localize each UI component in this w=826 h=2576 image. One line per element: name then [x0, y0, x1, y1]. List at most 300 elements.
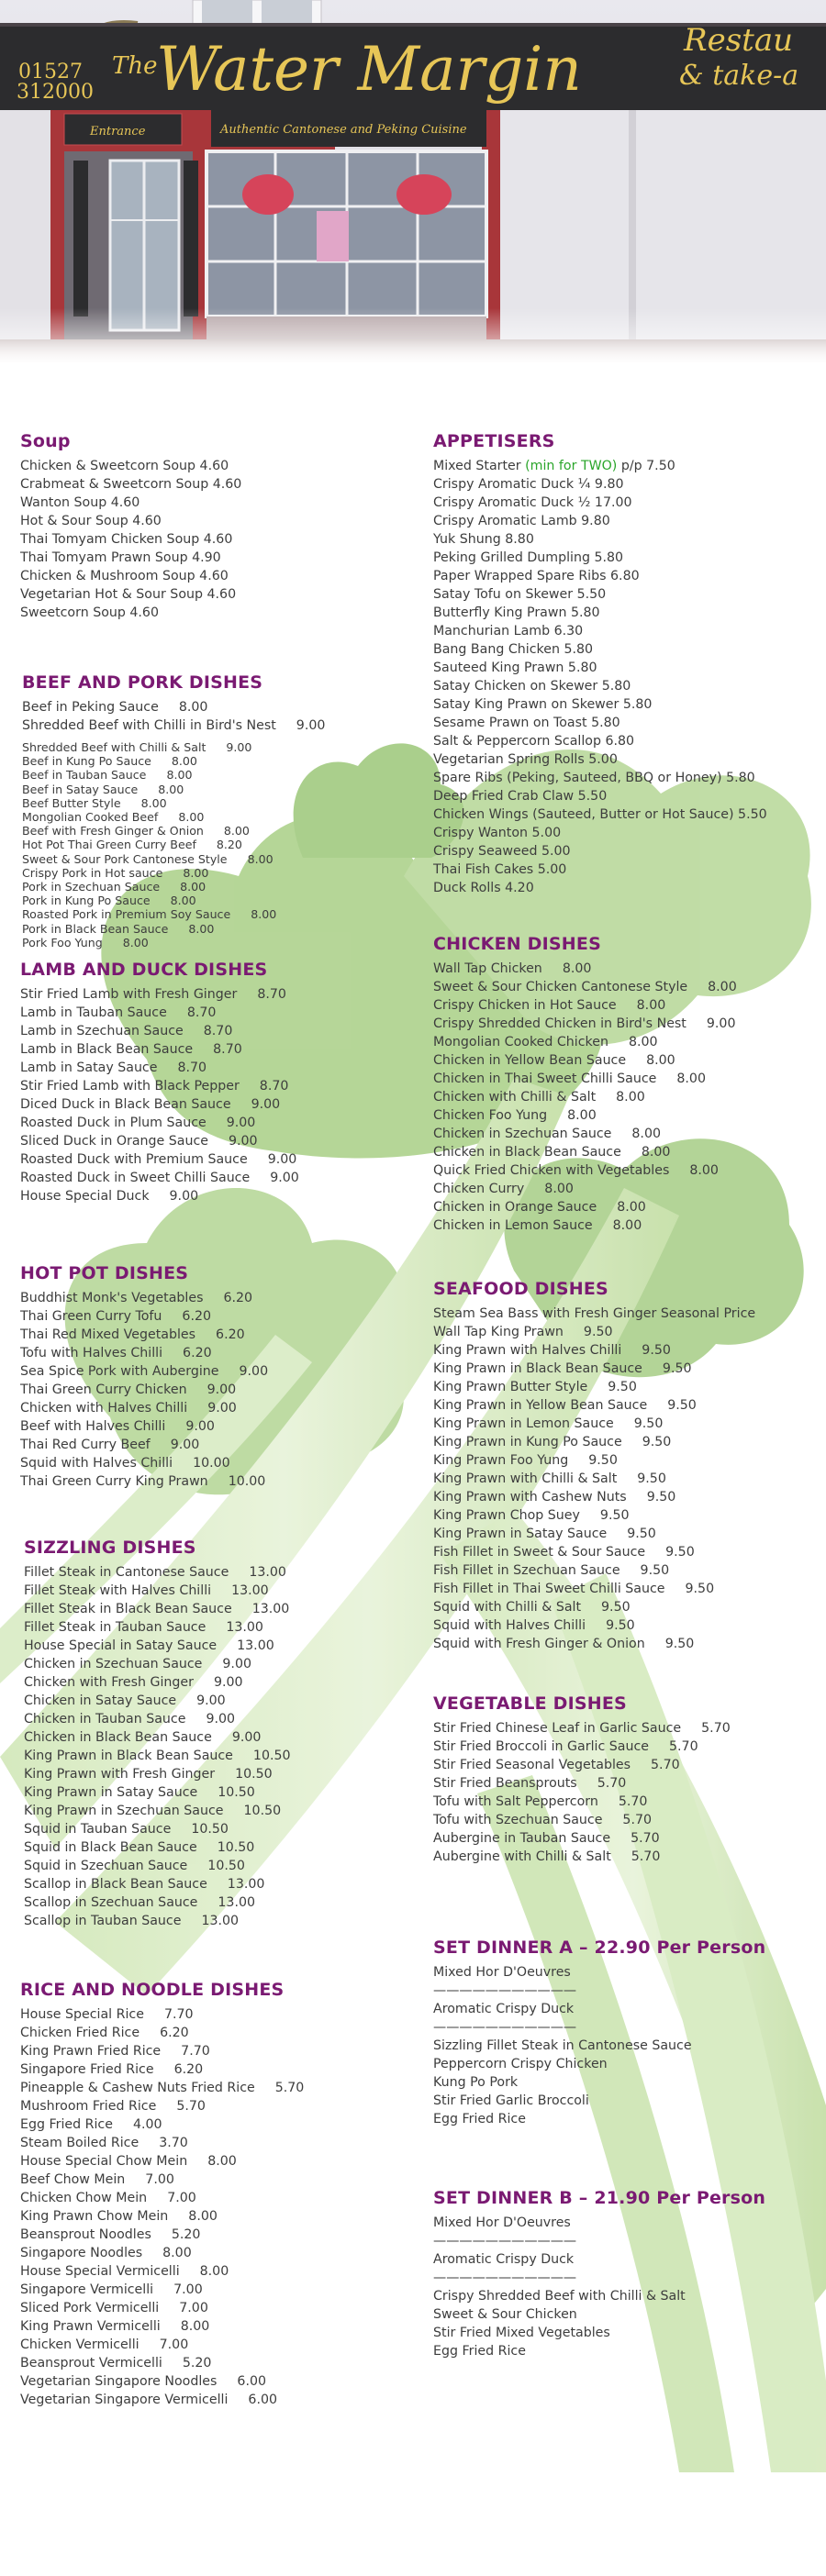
- item-name: King Prawn in Black Bean Sauce: [24, 1749, 233, 1763]
- item-price: 9.00: [239, 1364, 269, 1379]
- set-item: Sizzling Fillet Steak in Cantonese Sauce: [433, 2038, 692, 2053]
- menu-item: [24, 1838, 291, 1857]
- chicken-section: [433, 934, 737, 1235]
- menu-item: [24, 1893, 291, 1912]
- item-name: Shredded Beef with Chilli in Bird's Nest: [22, 718, 276, 733]
- menu-item: Vegetarian Hot & Sour Soup 4.60: [20, 587, 237, 602]
- item-price: 5.70: [597, 1776, 627, 1791]
- item-name: Stir Fried Broccoli in Garlic Sauce: [433, 1739, 649, 1754]
- menu-item: [24, 1728, 291, 1747]
- item-price: 8.70: [203, 1024, 233, 1038]
- item-price: 8.00: [636, 998, 666, 1013]
- item-name: Chicken in Szechuan Sauce: [433, 1127, 612, 1141]
- beef-pork-list: [22, 698, 325, 735]
- menu-item: [433, 1506, 755, 1525]
- item-name: King Prawn Chow Mein: [20, 2209, 169, 2224]
- item-name: Steam Boiled Rice: [20, 2136, 140, 2150]
- menu-item: Thai Tomyam Chicken Soup 4.60: [20, 532, 233, 547]
- item-price: 10.00: [228, 1474, 266, 1489]
- item-name: King Prawn Chop Suey: [433, 1508, 580, 1523]
- item-price: 9.00: [251, 1097, 281, 1112]
- menu-item: [20, 2226, 304, 2244]
- menu-item: [433, 1598, 755, 1616]
- menu-item: [20, 1344, 268, 1362]
- menu-item: [20, 2244, 304, 2262]
- item-name: King Prawn with Fresh Ginger: [24, 1767, 216, 1782]
- menu-item: [24, 1582, 291, 1600]
- item-price: 8.70: [213, 1042, 242, 1057]
- menu-item: [433, 1774, 731, 1793]
- item-price: p/p 7.50: [617, 459, 675, 473]
- item-name: Thai Green Curry Chicken: [20, 1382, 187, 1397]
- menu-item: Thai Fish Cakes 5.00: [433, 862, 567, 877]
- menu-item: [433, 1433, 755, 1451]
- item-name: House Special Rice: [20, 2007, 144, 2022]
- item-price: 9.50: [608, 1380, 637, 1394]
- item-name: King Prawn Vermicelli: [20, 2319, 161, 2334]
- set-dinner-b-section: [433, 2188, 765, 2360]
- menu-item: [20, 1022, 299, 1040]
- item-price: 9.00: [226, 740, 252, 754]
- menu-item: [433, 1848, 731, 1866]
- item-name: Chicken in Lemon Sauce: [433, 1218, 593, 1233]
- hot-pot-section: [20, 1263, 268, 1491]
- item-price: 9.00: [169, 1189, 199, 1204]
- menu-item: [20, 1399, 268, 1417]
- item-name: Crispy Shredded Chicken in Bird's Nest: [433, 1016, 686, 1031]
- item-name: Squid with Chilli & Salt: [433, 1600, 582, 1615]
- menu-item: [24, 1600, 291, 1618]
- item-name: Scallop in Black Bean Sauce: [24, 1877, 207, 1892]
- item-name: Sea Spice Pork with Aubergine: [20, 1364, 219, 1379]
- item-price: 7.00: [145, 2172, 174, 2187]
- menu-item: [20, 1040, 299, 1059]
- menu-item: [433, 1360, 755, 1378]
- item-price: 9.00: [185, 1419, 215, 1434]
- item-name: King Prawn with Halves Chilli: [433, 1343, 622, 1358]
- item-name: King Prawn in Satay Sauce: [433, 1527, 608, 1541]
- item-name: King Prawn Foo Yung: [433, 1453, 569, 1468]
- item-name: Squid in Tauban Sauce: [24, 1822, 172, 1837]
- item-price: 8.00: [178, 810, 205, 825]
- seafood-heading: SEAFOOD DISHES: [433, 1279, 608, 1299]
- menu-item: [20, 1150, 299, 1169]
- menu-item: [22, 754, 325, 768]
- item-price: 9.00: [267, 1152, 297, 1167]
- min-for-two-note: (min for TWO): [525, 459, 618, 473]
- item-name: Egg Fried Rice: [20, 2117, 113, 2132]
- item-price: 9.50: [662, 1361, 692, 1376]
- item-price: 8.00: [188, 2209, 218, 2224]
- item-price: 9.50: [588, 1453, 618, 1468]
- appetisers-section: [433, 431, 767, 897]
- menu-item: Paper Wrapped Spare Ribs 6.80: [433, 569, 640, 583]
- item-price: 4.00: [132, 2117, 162, 2132]
- menu-item: [24, 1857, 291, 1875]
- menu-item: Chicken & Sweetcorn Soup 4.60: [20, 459, 229, 473]
- item-name: Thai Green Curry King Prawn: [20, 1474, 208, 1489]
- item-name: Stir Fried Chinese Leaf in Garlic Sauce: [433, 1721, 682, 1736]
- item-name: Scallop in Tauban Sauce: [24, 1914, 182, 1928]
- menu-item: [433, 1033, 737, 1051]
- menu-item: [433, 1341, 755, 1360]
- menu-item: [20, 2097, 304, 2115]
- menu-item: [433, 1415, 755, 1433]
- menu-item: [433, 1143, 737, 1161]
- item-price: 8.70: [259, 1079, 289, 1094]
- item-name: Roasted Duck in Sweet Chilli Sauce: [20, 1171, 251, 1185]
- menu-item: [24, 1747, 291, 1765]
- item-price: 5.70: [651, 1758, 680, 1772]
- menu-item: Satay Tofu on Skewer 5.50: [433, 587, 607, 602]
- item-name: Sliced Pork Vermicelli: [20, 2301, 160, 2315]
- item-name: Tofu with Halves Chilli: [20, 1346, 163, 1360]
- menu-item: Deep Fried Crab Claw 5.50: [433, 789, 608, 804]
- item-name: Fish Fillet in Thai Sweet Chilli Sauce: [433, 1582, 665, 1596]
- menu-item: [20, 1077, 299, 1095]
- menu-item: [22, 824, 325, 838]
- item-name: King Prawn Fried Rice: [20, 2044, 162, 2059]
- item-price: 13.00: [231, 1583, 269, 1598]
- item-name: Crispy Chicken in Hot Sauce: [433, 998, 617, 1013]
- item-price: 8.00: [171, 754, 197, 769]
- item-price: 8.00: [646, 1053, 675, 1068]
- item-name: Chicken with Halves Chilli: [20, 1401, 188, 1416]
- item-name: Beef in Satay Sauce: [22, 782, 139, 796]
- menu-item: [433, 1561, 755, 1580]
- item-name: King Prawn in Lemon Sauce: [433, 1416, 614, 1431]
- item-price: 8.70: [186, 1005, 217, 1020]
- menu-item: [24, 1802, 291, 1820]
- menu-item: [24, 1710, 291, 1728]
- divider: ———————————: [433, 1983, 577, 1998]
- item-name: Chicken in Thai Sweet Chilli Sauce: [433, 1071, 657, 1086]
- menu-item: [20, 2060, 304, 2079]
- item-price: 9.50: [667, 1398, 697, 1413]
- item-price: 13.00: [226, 1620, 263, 1635]
- item-price: 8.00: [641, 1145, 671, 1160]
- menu-item: [22, 768, 325, 782]
- item-price: 8.00: [544, 1182, 574, 1196]
- menu-item: [433, 1829, 731, 1848]
- menu-item: [433, 457, 767, 475]
- item-price: 8.00: [223, 824, 250, 838]
- hot-pot-list: [20, 1289, 268, 1491]
- item-price: 13.00: [201, 1914, 240, 1928]
- item-name: Hot Pot Thai Green Curry Beef: [22, 838, 196, 852]
- item-name: Chicken Curry: [433, 1182, 525, 1196]
- menu-item: [20, 1114, 299, 1132]
- item-price: 9.00: [228, 1134, 258, 1149]
- item-price: 5.70: [274, 2081, 305, 2095]
- item-price: 8.00: [122, 935, 149, 949]
- set-item: Mixed Hor D'Oeuvres: [433, 1965, 571, 1980]
- beef-pork-heading: BEEF AND PORK DISHES: [22, 672, 263, 693]
- menu-item: Crispy Aromatic Lamb 9.80: [433, 514, 610, 528]
- item-price: 9.50: [601, 1600, 631, 1615]
- item-name: Fish Fillet in Sweet & Sour Sauce: [433, 1545, 646, 1560]
- menu-item: Crispy Aromatic Duck ½ 17.00: [433, 495, 632, 510]
- menu-item: [20, 2317, 304, 2336]
- vegetable-section: [433, 1693, 731, 1866]
- menu-item: [22, 852, 325, 866]
- menu-item: [433, 996, 737, 1015]
- appetisers-heading: APPETISERS: [433, 431, 555, 451]
- menu-item: Sauteed King Prawn 5.80: [433, 661, 597, 675]
- item-name: Diced Duck in Black Bean Sauce: [20, 1097, 231, 1112]
- item-price: 8.00: [628, 1035, 658, 1049]
- lamb-duck-list: [20, 985, 299, 1205]
- item-name: Lamb in Satay Sauce: [20, 1060, 158, 1075]
- soup-heading: Soup: [20, 431, 71, 451]
- menu-item: [433, 1378, 755, 1396]
- set-item: Aromatic Crispy Duck: [433, 2252, 575, 2267]
- item-name: Squid in Szechuan Sauce: [24, 1859, 188, 1873]
- menu-item: Crispy Aromatic Duck ¼ 9.80: [433, 477, 624, 492]
- item-name: King Prawn with Cashew Nuts: [433, 1490, 627, 1505]
- item-name: House Special Duck: [20, 1189, 150, 1204]
- item-name: Thai Red Mixed Vegetables: [20, 1327, 196, 1342]
- item-price: 8.00: [162, 2246, 192, 2260]
- item-name: Chicken with Fresh Ginger: [24, 1675, 194, 1690]
- menu-item: [20, 2152, 304, 2171]
- menu-item: [20, 2171, 304, 2189]
- item-name: House Special in Satay Sauce: [24, 1638, 218, 1653]
- item-price: 8.00: [567, 1108, 597, 1123]
- menu-item: [433, 1525, 755, 1543]
- item-name: Pork Foo Yung: [22, 935, 103, 949]
- item-price: 9.50: [606, 1618, 635, 1633]
- menu-item: [433, 1125, 737, 1143]
- hot-pot-heading: HOT POT DISHES: [20, 1263, 189, 1283]
- item-name: Squid in Black Bean Sauce: [24, 1840, 197, 1855]
- rice-noodle-section: [20, 1980, 304, 2409]
- menu-item: [433, 1198, 737, 1216]
- menu-item: [433, 1488, 755, 1506]
- menu-item: [20, 1417, 268, 1436]
- set-item: Crispy Shredded Beef with Chilli & Salt: [433, 2289, 686, 2304]
- item-price: 9.00: [296, 718, 326, 733]
- item-price: 8.00: [251, 907, 277, 922]
- item-price: 10.50: [217, 1840, 255, 1855]
- menu-item: [20, 1059, 299, 1077]
- menu-item: [20, 2024, 304, 2042]
- menu-item: [22, 866, 325, 880]
- menu-item: [433, 1470, 755, 1488]
- menu-item: [20, 2134, 304, 2152]
- item-name: Squid with Fresh Ginger & Onion: [433, 1637, 645, 1651]
- item-price: 9.00: [206, 1382, 237, 1397]
- item-price: 8.70: [257, 987, 286, 1002]
- menu-item: Manchurian Lamb 6.30: [433, 624, 584, 638]
- item-name: Beef in Kung Po Sauce: [22, 754, 151, 769]
- item-price: 8.20: [216, 838, 242, 852]
- menu-item: Yuk Shung 8.80: [433, 532, 534, 547]
- item-price: 7.70: [181, 2044, 210, 2059]
- menu-item: [20, 2115, 304, 2134]
- item-name: Chicken in Szechuan Sauce: [24, 1657, 203, 1671]
- item-price: 7.00: [167, 2191, 196, 2205]
- menu-item: Chicken & Mushroom Soup 4.60: [20, 569, 229, 583]
- item-price: 5.70: [631, 1849, 661, 1864]
- menu-item: [433, 1088, 737, 1106]
- item-price: 9.00: [207, 1401, 237, 1416]
- menu-item: [20, 2262, 304, 2281]
- menu-item: [433, 1106, 737, 1125]
- item-price: 8.00: [199, 2264, 229, 2279]
- menu-item: Sesame Prawn on Toast 5.80: [433, 716, 620, 730]
- menu-item: [20, 2336, 304, 2354]
- set-dinner-b-list: [433, 2214, 765, 2360]
- menu-item: [24, 1875, 291, 1893]
- menu-item: [433, 1635, 755, 1653]
- menu-item: [20, 1326, 268, 1344]
- item-name: Beef Butter Style: [22, 795, 121, 810]
- item-price: 7.00: [173, 2282, 203, 2297]
- lamb-duck-heading: LAMB AND DUCK DISHES: [20, 960, 268, 980]
- menu-item: Thai Tomyam Prawn Soup 4.90: [20, 550, 221, 565]
- set-dinner-a-heading: SET DINNER A – 22.90 Per Person: [433, 1938, 766, 1958]
- item-price: 7.00: [179, 2301, 208, 2315]
- menu-item: [22, 922, 325, 936]
- set-item: Stir Fried Mixed Vegetables: [433, 2326, 610, 2340]
- item-name: Chicken in Black Bean Sauce: [433, 1145, 621, 1160]
- menu-item: [20, 1436, 268, 1454]
- item-name: Stir Fried Lamb with Black Pepper: [20, 1079, 240, 1094]
- menu-item: Peking Grilled Dumpling 5.80: [433, 550, 624, 565]
- chicken-list: [433, 960, 737, 1235]
- appetisers-list: [433, 457, 767, 897]
- item-name: Tofu with Salt Peppercorn: [433, 1794, 598, 1809]
- menu-item: Hot & Sour Soup 4.60: [20, 514, 162, 528]
- item-price: 10.50: [191, 1822, 229, 1837]
- menu-item: Bang Bang Chicken 5.80: [433, 642, 594, 657]
- menu-item: [20, 2281, 304, 2299]
- menu-item: [433, 1580, 755, 1598]
- menu-item: Crispy Wanton 5.00: [433, 826, 562, 840]
- menu-item: [22, 838, 325, 851]
- menu-item: [20, 2005, 304, 2024]
- item-name: Steam Sea Bass with Fresh Ginger Seasonal Price: [433, 1306, 756, 1321]
- menu-item: [20, 1381, 268, 1399]
- item-name: Vegetarian Singapore Noodles: [20, 2374, 218, 2389]
- sizzling-list: [24, 1563, 291, 1930]
- item-name: Lamb in Szechuan Sauce: [20, 1024, 184, 1038]
- menu-item: [24, 1765, 291, 1783]
- item-name: Sweet & Sour Chicken Cantonese Style: [433, 980, 688, 994]
- item-name: Lamb in Black Bean Sauce: [20, 1042, 194, 1057]
- menu-item: Chicken Wings (Sauteed, Butter or Hot Sauce) 5.50: [433, 807, 767, 822]
- item-price: 9.00: [226, 1116, 256, 1130]
- item-price: 13.00: [251, 1602, 290, 1616]
- menu-item: [20, 1132, 299, 1150]
- menu-item: [24, 1692, 291, 1710]
- menu-item: [20, 985, 299, 1004]
- item-name: Chicken in Yellow Bean Sauce: [433, 1053, 627, 1068]
- item-price: 5.20: [182, 2356, 212, 2371]
- menu-item: Vegetarian Spring Rolls 5.00: [433, 752, 618, 767]
- item-price: 3.70: [159, 2136, 188, 2150]
- menu-item: Wanton Soup 4.60: [20, 495, 140, 510]
- item-price: 8.00: [180, 880, 206, 894]
- sizzling-section: [24, 1538, 291, 1930]
- item-name: House Special Chow Mein: [20, 2154, 188, 2169]
- item-price: 8.00: [166, 768, 193, 783]
- set-item: Stir Fried Garlic Broccoli: [433, 2093, 589, 2108]
- menu-item: [20, 2189, 304, 2207]
- item-name: Fillet Steak in Tauban Sauce: [24, 1620, 206, 1635]
- item-price: 13.00: [227, 1877, 265, 1892]
- item-price: 13.00: [249, 1565, 286, 1580]
- menu-item: [433, 1811, 731, 1829]
- seafood-section: [433, 1279, 755, 1653]
- item-price: 8.00: [158, 782, 184, 796]
- item-price: 9.00: [206, 1712, 236, 1727]
- item-name: Stir Fried Seasonal Vegetables: [433, 1758, 631, 1772]
- item-price: 8.00: [170, 894, 196, 908]
- item-name: King Prawn with Chilli & Salt: [433, 1471, 618, 1486]
- menu-item: [22, 783, 325, 796]
- menu-item: [24, 1563, 291, 1582]
- vegetable-heading: VEGETABLE DISHES: [433, 1693, 627, 1714]
- vegetable-list: [433, 1719, 731, 1866]
- menu-item: Crabmeat & Sweetcorn Soup 4.60: [20, 477, 242, 492]
- menu-item: [20, 2372, 304, 2391]
- menu-item: [24, 1820, 291, 1838]
- menu-item: [22, 698, 325, 716]
- divider: ———————————: [433, 2271, 577, 2285]
- item-price: 7.70: [163, 2007, 194, 2022]
- item-name: Chicken Chow Mein: [20, 2191, 148, 2205]
- item-price: 5.70: [618, 1794, 648, 1809]
- menu-item: Sweetcorn Soup 4.60: [20, 605, 159, 620]
- menu-item: [20, 2299, 304, 2317]
- item-price: 8.00: [708, 980, 737, 994]
- menu-item: [22, 796, 325, 810]
- item-price: 9.50: [583, 1325, 613, 1339]
- item-price: 6.20: [223, 1291, 253, 1305]
- item-price: 6.20: [182, 1309, 212, 1324]
- item-name: Squid with Halves Chilli: [20, 1456, 173, 1471]
- item-name: Beef with Fresh Ginger & Onion: [22, 824, 204, 838]
- item-name: Beef Chow Mein: [20, 2172, 126, 2187]
- set-item: Egg Fried Rice: [433, 2344, 526, 2359]
- item-name: Chicken in Black Bean Sauce: [24, 1730, 212, 1745]
- item-name: Aubergine with Chilli & Salt: [433, 1849, 611, 1864]
- item-text: Mixed Starter: [433, 459, 526, 473]
- item-name: Chicken Foo Yung: [433, 1108, 548, 1123]
- item-name: Scallop in Szechuan Sauce: [24, 1895, 198, 1910]
- menu-item: [20, 1187, 299, 1205]
- chicken-heading: CHICKEN DISHES: [433, 934, 601, 954]
- menu-item: [22, 880, 325, 894]
- menu-item: [433, 1738, 731, 1756]
- item-name: Chicken with Chilli & Salt: [433, 1090, 597, 1105]
- menu-item: [433, 1451, 755, 1470]
- item-price: 8.00: [180, 2319, 210, 2334]
- menu-item: [22, 936, 325, 949]
- item-name: Beansprout Noodles: [20, 2227, 151, 2242]
- menu-item: [20, 2042, 304, 2060]
- item-price: 6.20: [183, 1346, 212, 1360]
- item-name: Lamb in Tauban Sauce: [20, 1005, 167, 1020]
- soup-list: [20, 457, 241, 622]
- item-name: Squid with Halves Chilli: [433, 1618, 586, 1633]
- item-name: Fish Fillet in Szechuan Sauce: [433, 1563, 620, 1578]
- item-price: 8.00: [689, 1163, 719, 1178]
- item-name: Chicken in Tauban Sauce: [24, 1712, 186, 1727]
- item-name: Singapore Vermicelli: [20, 2282, 154, 2297]
